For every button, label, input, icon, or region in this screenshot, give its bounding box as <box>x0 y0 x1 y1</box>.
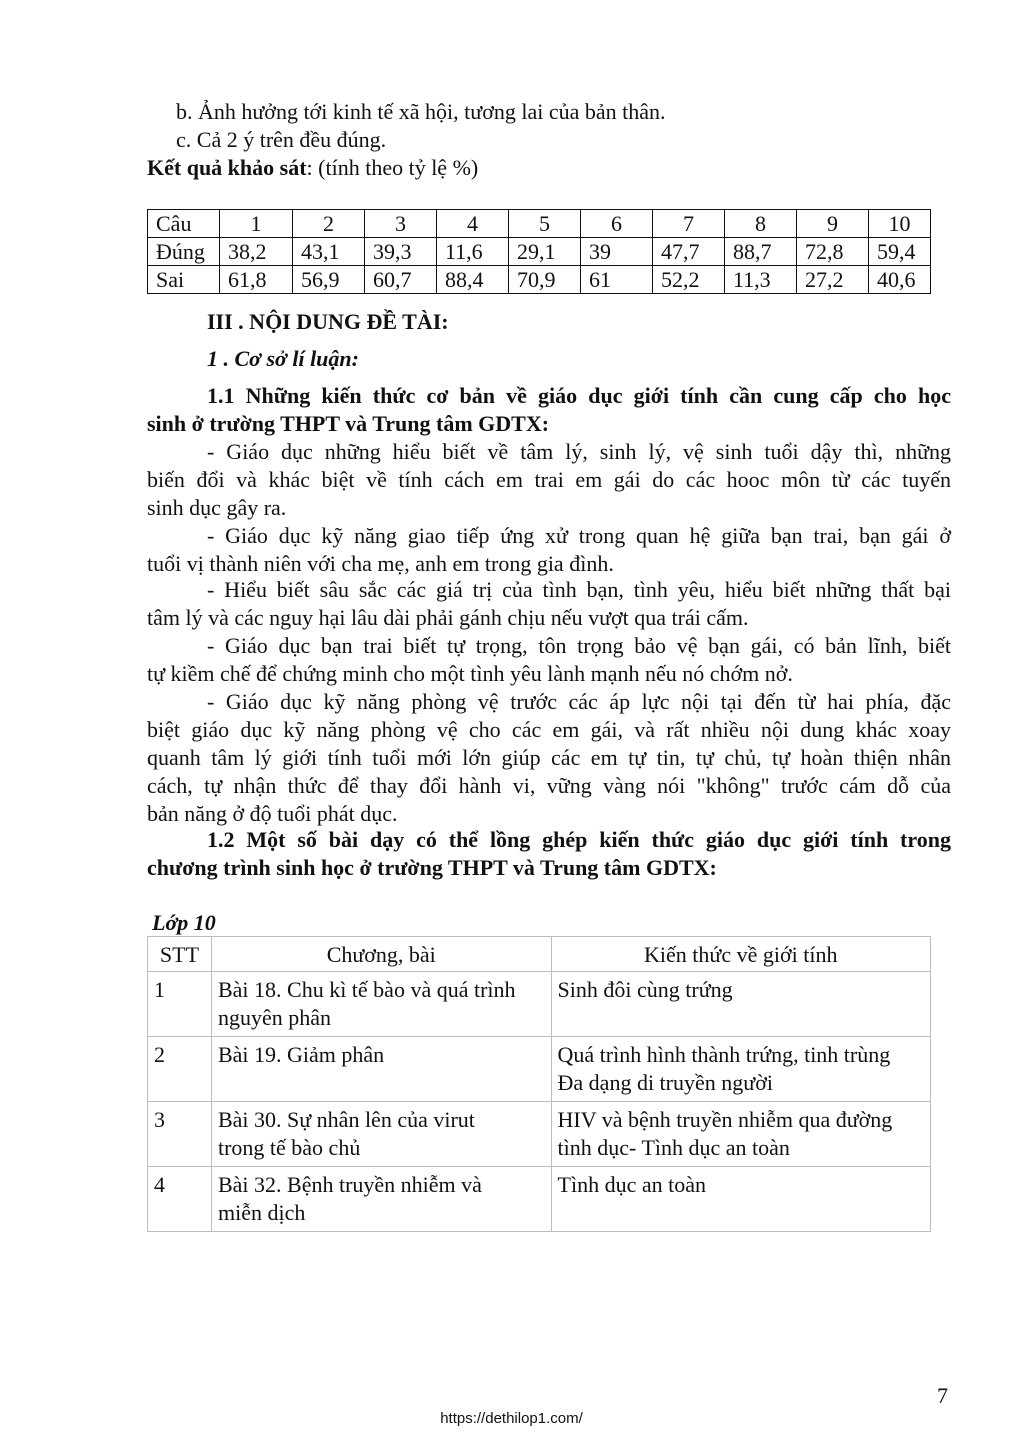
paragraph-line: tuổi vị thành niên với cha mẹ, anh em trong gia đình. <box>147 551 614 576</box>
survey-header-cell: 2 <box>293 210 365 238</box>
survey-cell: 11,3 <box>725 266 797 294</box>
paragraph-line: - Giáo dục bạn trai biết tự trọng, tôn trọng bảo vệ bạn gái, có bản lĩnh, biết <box>207 633 951 658</box>
lesson-text: Bài 32. Bệnh truyền nhiễm và <box>217 1172 482 1197</box>
lessons-knowledge-cell <box>551 1102 930 1167</box>
section-heading: III . NỘI DUNG ĐỀ TÀI: <box>207 309 449 334</box>
lessons-row <box>148 1102 931 1167</box>
survey-cell: 29,1 <box>509 238 581 266</box>
survey-cell: 59,4 <box>869 238 931 266</box>
lessons-header-cell: Chương, bài <box>211 937 551 972</box>
survey-header-cell: 9 <box>797 210 869 238</box>
knowledge-text: tình dục- Tình dục an toàn <box>557 1135 790 1160</box>
knowledge-text: Đa dạng di truyền người <box>557 1070 773 1095</box>
lessons-lesson-cell <box>211 1167 551 1232</box>
survey-header-cell: 7 <box>653 210 725 238</box>
survey-cell: 72,8 <box>797 238 869 266</box>
lessons-lesson-cell <box>211 972 551 1037</box>
survey-header-cell: 1 <box>220 210 293 238</box>
lesson-text: Bài 19. Giảm phân <box>217 1042 385 1067</box>
survey-cell: 47,7 <box>653 238 725 266</box>
lessons-lesson-cell <box>211 1037 551 1102</box>
paragraph-line: - Giáo dục kỹ năng giao tiếp ứng xử trong quan hệ giữa bạn trai, bạn gái ở <box>207 523 951 548</box>
survey-cell: 61 <box>581 266 653 294</box>
survey-cell: 39 <box>581 238 653 266</box>
survey-row-wrong <box>148 266 931 294</box>
survey-cell: 38,2 <box>220 238 293 266</box>
lessons-stt-cell: 4 <box>148 1167 212 1232</box>
knowledge-text: Quá trình hình thành trứng, tinh trùng <box>557 1042 891 1067</box>
lessons-knowledge-cell <box>551 1167 930 1232</box>
lesson-text: Bài 18. Chu kì tế bào và quá trình <box>217 977 516 1002</box>
lessons-row <box>148 1167 931 1232</box>
survey-table <box>147 209 931 294</box>
survey-header-cell: 4 <box>437 210 509 238</box>
lessons-knowledge-cell <box>551 972 930 1037</box>
lesson-text: trong tế bào chủ <box>217 1135 361 1160</box>
heading-1-1-line: sinh ở trường THPT và Trung tâm GDTX: <box>147 411 550 436</box>
survey-cell: 52,2 <box>653 266 725 294</box>
lessons-lesson-cell <box>211 1102 551 1167</box>
survey-result-label: Kết quả khảo sát <box>147 155 307 180</box>
paragraph-line: biến đổi và khác biệt về tính cách em trai em gái do các hooc môn từ các tuyến <box>147 467 951 492</box>
survey-cell: 88,7 <box>725 238 797 266</box>
lessons-row <box>148 1037 931 1102</box>
survey-header-cell: Câu <box>148 210 220 238</box>
survey-cell: 56,9 <box>293 266 365 294</box>
heading-1-2-line: 1.2 Một số bài dạy có thể lồng ghép kiến thức giáo dục giới tính trong <box>207 827 951 852</box>
lessons-stt-cell: 2 <box>148 1037 212 1102</box>
paragraph-line: sinh dục gây ra. <box>147 495 287 520</box>
heading-1-1-line: 1.1 Những kiến thức cơ bản về giáo dục giới tính cần cung cấp cho học <box>207 383 951 408</box>
subsection-heading: 1 . Cơ sở lí luận: <box>207 346 359 371</box>
survey-cell: 11,6 <box>437 238 509 266</box>
lessons-header-cell: Kiến thức về giới tính <box>551 937 930 972</box>
lessons-stt-cell: 3 <box>148 1102 212 1167</box>
survey-cell: Sai <box>148 266 220 294</box>
knowledge-text: Sinh đôi cùng trứng <box>557 977 733 1002</box>
paragraph-line: - Hiểu biết sâu sắc các giá trị của tình bạn, tình yêu, hiểu biết những thất bại <box>207 577 951 602</box>
survey-cell: Đúng <box>148 238 220 266</box>
survey-cell: 61,8 <box>220 266 293 294</box>
lessons-knowledge-cell <box>551 1037 930 1102</box>
lesson-text: Bài 30. Sự nhân lên của virut <box>217 1107 475 1132</box>
survey-cell: 88,4 <box>437 266 509 294</box>
lesson-text: nguyên phân <box>217 1005 331 1030</box>
paragraph-line: - Giáo dục kỹ năng phòng vệ trước các áp lực nội tại đến từ hai phía, đặc <box>207 689 951 714</box>
lessons-stt-cell: 1 <box>148 972 212 1037</box>
survey-header-row <box>148 210 931 238</box>
survey-cell: 70,9 <box>509 266 581 294</box>
table-caption: Lớp 10 <box>152 910 216 935</box>
paragraph-line: biệt giáo dục kỹ năng phòng vệ cho các em gái, và rất nhiều nội dung khác xoay <box>147 717 951 742</box>
survey-cell: 39,3 <box>365 238 437 266</box>
survey-cell: 60,7 <box>365 266 437 294</box>
paragraph-line: tâm lý và các nguy hại lâu dài phải gánh chịu nếu vượt qua trái cấm. <box>147 605 749 630</box>
paragraph-line: - Giáo dục những hiểu biết về tâm lý, sinh lý, vệ sinh tuổi dậy thì, những <box>207 439 951 464</box>
survey-header-cell: 8 <box>725 210 797 238</box>
survey-cell: 40,6 <box>869 266 931 294</box>
paragraph-line: cách, tự nhận thức để thay đổi hành vi, vững vàng nói "không" trước cám dỗ của <box>147 773 951 798</box>
survey-result-note: : (tính theo tỷ lệ %) <box>306 155 479 180</box>
footer-url[interactable]: https://dethilop1.com/ <box>440 1410 583 1427</box>
survey-row-correct <box>148 238 931 266</box>
survey-header-cell: 10 <box>869 210 931 238</box>
option-c: c. Cả 2 ý trên đều đúng. <box>176 127 387 152</box>
lessons-row <box>148 972 931 1037</box>
knowledge-text: HIV và bệnh truyền nhiễm qua đường <box>557 1107 893 1132</box>
lessons-table <box>147 936 931 1232</box>
survey-header-cell: 3 <box>365 210 437 238</box>
lessons-header-row <box>148 937 931 972</box>
survey-cell: 43,1 <box>293 238 365 266</box>
survey-header-cell: 5 <box>509 210 581 238</box>
heading-1-2-line: chương trình sinh học ở trường THPT và Trung tâm GDTX: <box>147 855 717 880</box>
knowledge-text: Tình dục an toàn <box>557 1172 706 1197</box>
lesson-text: miễn dịch <box>217 1200 306 1225</box>
lessons-header-cell: STT <box>148 937 212 972</box>
paragraph-line: quanh tâm lý giới tính tuổi mới lớn giúp các em tự tin, tự chủ, tự hoàn thiện nhân <box>147 745 951 770</box>
option-b: b. Ảnh hưởng tới kinh tế xã hội, tương lai của bản thân. <box>176 99 666 124</box>
survey-cell: 27,2 <box>797 266 869 294</box>
survey-header-cell: 6 <box>581 210 653 238</box>
page-number: 7 <box>937 1383 948 1408</box>
paragraph-line: bản năng ở độ tuổi phát dục. <box>147 801 398 826</box>
paragraph-line: tự kiềm chế để chứng minh cho một tình yêu lành mạnh nếu nó chớm nở. <box>147 661 793 686</box>
survey-result-line <box>147 154 478 182</box>
